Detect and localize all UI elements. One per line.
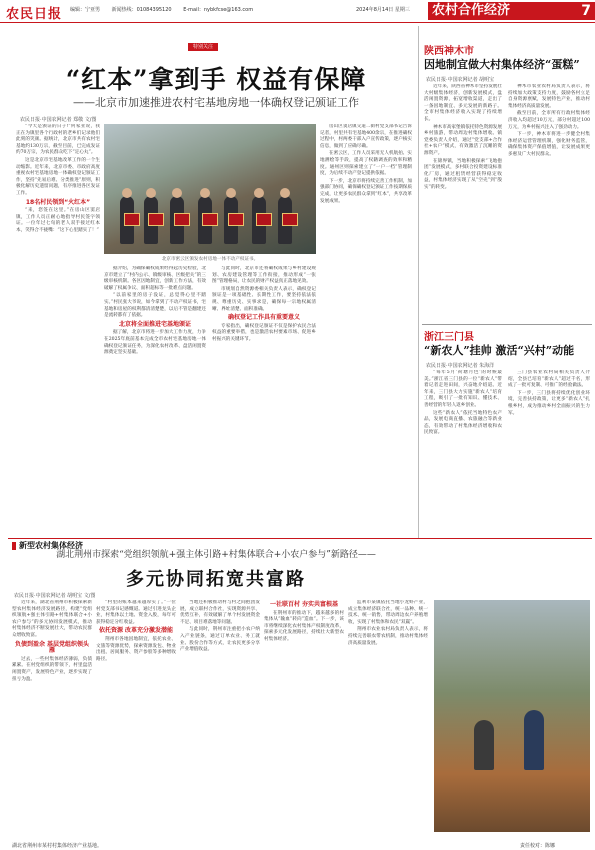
- section-subtitle: 确权登记工作具有重要意义: [227, 314, 300, 322]
- paragraph: 据了解，北京市将进一步加大工作力度，力争在2025年底前基本完成全市农村宅基地房地一体确权登记颁证任务，为深化农村改革、盘活闲置资源奠定坚实基础。: [104, 330, 206, 356]
- issue-date: 2024年8月14日 星期三: [356, 7, 410, 13]
- paragraph: 神木市高家堡镇依托特色资源发展乡村旅游，带动周边村集体增收。镇党委负责人介绍，通过“党支部+合作社+农户”模式，有效激活了沉睡的资源资产。: [424, 124, 502, 156]
- section-banner: [428, 2, 595, 20]
- paragraph: 专家指出，确权登记颁证不仅是保护农民合法权益的重要举措，也是激活农村要素市场、促进乡村振兴的关键环节。: [212, 323, 316, 342]
- paragraph: 过去，一些村集体经济薄弱，负债累累。在村党组织的带领下，村里盘活闲置资产，发展特色产业，逐步实现了扭亏为盈。: [12, 656, 92, 682]
- bottom-photo-caption: 湖北省荆州市某村村集体经济产业基地。: [12, 843, 103, 849]
- section-subtitle: 一社联百村 夯实共富根基: [269, 601, 339, 608]
- lead-column-3: [212, 266, 316, 536]
- photo-figure: [524, 710, 544, 770]
- email-label: E-mail：nybkfcse@163.com: [183, 7, 254, 13]
- right-mid-region: 浙江三门县: [424, 332, 474, 343]
- masthead-info: [70, 6, 263, 13]
- section-subtitle: 北京将全面推进宅基地颁证: [118, 320, 191, 328]
- lead-column-4: [320, 124, 412, 536]
- right-mid-title: “新农人”挂帅 激活“兴村”动能: [424, 344, 575, 357]
- lead-byline: 农民日报·中国农网记者 郑敬 文/图: [20, 117, 97, 123]
- paragraph: “村里的账本越来越厚实了。”一位村党支部书记感慨道。通过引进龙头企业，村集体以土地、资金入股，每年可获得稳定分红收益。: [96, 600, 176, 625]
- right-top-region: 陕西神木市: [424, 46, 474, 57]
- paragraph: 在荆州市的推动下，越来越多的村集体从“输血”转向“造血”。下一步，该市将继续深化农村集体产权制度改革，探索多元化发展路径，持续壮大新型农村集体经济。: [264, 610, 344, 642]
- paragraph: “以前家里的房子没证，总觉得心里不踏实。”村民张大爷说，如今拿到了不动产权证书，宅基地和房屋的权利都清清楚楚，以后不管是翻建还是流转都有了依据。: [104, 293, 206, 319]
- paragraph: 当地还积极推动村与村之间抱团发展，成立联村合作社，实现资源共享、优势互补，有效破解了单个村发展资金不足、项目难落地等问题。: [180, 600, 260, 625]
- paragraph: 下一步，神木市将进一步健全村集体经济运营管理机制，强化财务监管，确保集体资产保值增值，让发展成果更多惠及广大村民群众。: [508, 132, 590, 157]
- lead-column-1: [16, 124, 100, 536]
- section-subtitle: 负债到盈余 基层党组织领头雁: [14, 640, 90, 655]
- section-subtitle: 18名村民领到“火红本”: [25, 198, 91, 206]
- masthead-rule: [0, 22, 595, 23]
- right-top-title: 因地制宜做大村集体经济“蛋糕”: [424, 58, 580, 71]
- paragraph: 据介绍，为确保确权成果经得起历史检验，北京市建立了“村内公示、镇级审核、区级把关”的三级审核机制。各区因地制宜，创新工作方法，有效破解了权属争议、面积超标等一批难点问题。: [104, 266, 206, 291]
- bottom-column-2: [96, 600, 176, 840]
- bottom-rule: [8, 538, 592, 539]
- paragraph: 与此同时，北京市还将确权成果与乡村建设规划、农房建设管理等工作衔接，推动形成“一张图”管理格局，让农民的财产权益真正落地见效。: [212, 266, 316, 285]
- bottom-column-1: [12, 600, 92, 840]
- paragraph: 荆州市农业农村局负责人表示，将持续完善联农带农机制，推动村集体经济高质量发展。: [348, 627, 428, 646]
- paragraph: 在锦界镇，当地积极探索“飞地抱团”发展模式，多村联合投资建设标准化厂房，通过租赁经营获得稳定收益，村集体经济实现了从“空壳”到“殷实”的转变。: [424, 158, 502, 190]
- paragraph: 近年来，陕西省神木市坚持发展壮大村级集体经济，创新发展模式，盘活闲置资源，拓宽增收渠道，走出了一条因地制宜、多元发展的新路子。全市村集体经济收入实现了持续增长。: [424, 84, 502, 122]
- bottom-column-5: [348, 600, 428, 840]
- bottom-section-text: 新型农村集体经济: [19, 541, 83, 550]
- paragraph: 下一步，北京市将持续完善工作机制，加强部门协同，确保确权登记颁证工作按期保质完成，让更多农民群众拿到“红本”，共享改革发展成果。: [320, 178, 412, 204]
- paragraph: 神木市农业农村局负责人表示，将持续加大政策支持力度，鼓励各村立足自身资源禀赋，发展特色产业，推动村集体经济高质量发展。: [508, 84, 590, 109]
- right-top-byline: 农民日报·中国农网记者 胡明宝: [426, 77, 495, 83]
- bottom-subhead: 湖北荆州市探索“党组织领航+强主体引路+村集体联合+小农户参与”新路径——: [56, 550, 376, 560]
- paragraph: “今天是颁证的日子!”何家亚说，我正在为镇里各个行政村的老乡们记录他们此刻的笑颜。据统计，北京市共有农村宅基地约130万宗，截至目前，已完成发证约70万宗，为农民群众吃下“定心丸”。: [16, 124, 100, 156]
- proofreader-credit: 责任校对：陈娜: [520, 843, 556, 849]
- paragraph: 与此同时，荆州市注重把小农户纳入产业链条，通过订单农业、务工就业、股份合作等方式，让农民更多分享产业增值收益。: [180, 627, 260, 653]
- lead-headline: “红本”拿到手 权益有保障: [65, 65, 367, 94]
- photo-figures: [114, 184, 306, 244]
- editor-label: 编辑：宁亚男: [70, 7, 101, 13]
- bottom-photo: [434, 600, 590, 832]
- paragraph: “来，您签在这里。”在房山区窦店镇，工作人员正耐心地指导村民签字领证。一位年过七旬的老人双手接过红本本，笑得合不拢嘴：“这下心里踏实了！”: [16, 208, 100, 233]
- bottom-byline: 农民日报·中国农网记者 胡明宝 文/图: [14, 593, 96, 599]
- paragraph: 下一步，三门县将持续优化创业环境，完善扶持政策，让更多“新农人”扎根乡村，成为推动乡村全面振兴的生力军。: [508, 390, 590, 416]
- paragraph: 这些“新农人”依托当地特色农产品，发展电商直播、农旅融合等新业态，有效带动了村集体经济增收和农民致富。: [424, 410, 502, 436]
- special-focus-tag: 特别关注: [188, 43, 218, 51]
- photo-figure: [474, 720, 494, 770]
- right-top-column-1: [424, 84, 502, 322]
- lead-photo-caption: 北京市密云区颁发农村房地一体不动产权证书。: [161, 257, 259, 262]
- right-mid-column-1: [424, 370, 502, 536]
- paragraph: “每年5月‘荷塘月色’的时候最美。”浙江省三门县的一位“新农人”带着记者走进田间，兴奋地介绍道。近年来，三门县大力实施“新农人”培育工程，吸引了一批有知识、懂技术、善经营的年轻人返乡创业。: [424, 370, 502, 408]
- right-top-column-2: [508, 84, 590, 322]
- section-title: 农村合作经济: [432, 3, 511, 18]
- newspaper-logo: 农民日报: [6, 7, 63, 22]
- paragraph: 在密云区，工作人员采用无人机航拍、实地测绘等手段，提高了权籍调查的效率和精度。通州区则探索建立了“一户一档”管理制度，为后续不动产登记提供依据。: [320, 151, 412, 177]
- bottom-column-4: [264, 600, 344, 840]
- right-mid-column-2: [508, 370, 590, 536]
- right-mid-byline: 农民日报·中国农网记者 朱海洋: [426, 363, 495, 369]
- paragraph: 三门县农业农村局相关负责人介绍，全县已培育“新农人”超过千名，形成了一批可复制、可推广的经验做法。: [508, 370, 590, 389]
- paragraph: 这是北京市宅基地改革工作的一个生动缩影。近年来，北京市委、市政府高度重视农村宅基地房地一体确权登记颁证工作，坚持“先易后难、分类推进”原则，积极化解历史遗留问题，有序推进各区发证工作。: [16, 157, 100, 196]
- column-divider: [418, 26, 419, 538]
- paragraph: 荆州市各地因地制宜，依托农业、文旅等资源优势，探索资源发包、物业出租、居间服务、资产参股等多种增收路径。: [96, 636, 176, 662]
- bottom-column-3: [180, 600, 260, 840]
- lead-column-2: [104, 266, 206, 536]
- paragraph: 近年来，湖北省荆州市积极探索新型农村集体经济发展路径，构建“党组织领航+强主体引路+村集体联合+小农户参与”的多元协同发展模式，推动村集体经济不断发展壮大，带动农民群众增收致富。: [12, 600, 92, 638]
- paragraph: 监利市某镇依托当地小龙虾产业，成立集体经济联合社，统一品种、统一技术、统一销售，带动周边农户养殖增收，实现了村集体和农民“双赢”。: [348, 600, 428, 625]
- paragraph: 截至目前，全市所有行政村集体经济收入均超过10万元，部分村超过100万元，为乡村振兴注入了强劲动力。: [508, 111, 590, 130]
- section-subtitle: 依托资源 改革充分激发潜能: [98, 627, 174, 635]
- hotline-label: 新闻热线：01084395120: [111, 7, 172, 13]
- paragraph: 市规划自然资源委相关负责人表示，确权登记颁证是一项基础性、长期性工作，要坚持依法依规、尊重历史、实事求是，确保每一宗地权属清晰、界址清楚、面积准确。: [212, 286, 316, 312]
- right-divider: [422, 324, 592, 325]
- paragraph: 房山区窦店镇交道二街村党支部书记告诉记者，村里共有宅基地400余宗，在推进确权过程中，村两委干部入户宣传政策，逐户核实信息，做到了应确尽确。: [320, 124, 412, 149]
- bottom-headline: 多元协同拓宽共富路: [126, 569, 306, 590]
- masthead: [0, 0, 595, 22]
- lead-photo: [104, 124, 316, 254]
- page-number: 7: [581, 3, 591, 19]
- lead-subhead: ——北京市加速推进农村宅基地房地一体确权登记颁证工作: [73, 96, 359, 109]
